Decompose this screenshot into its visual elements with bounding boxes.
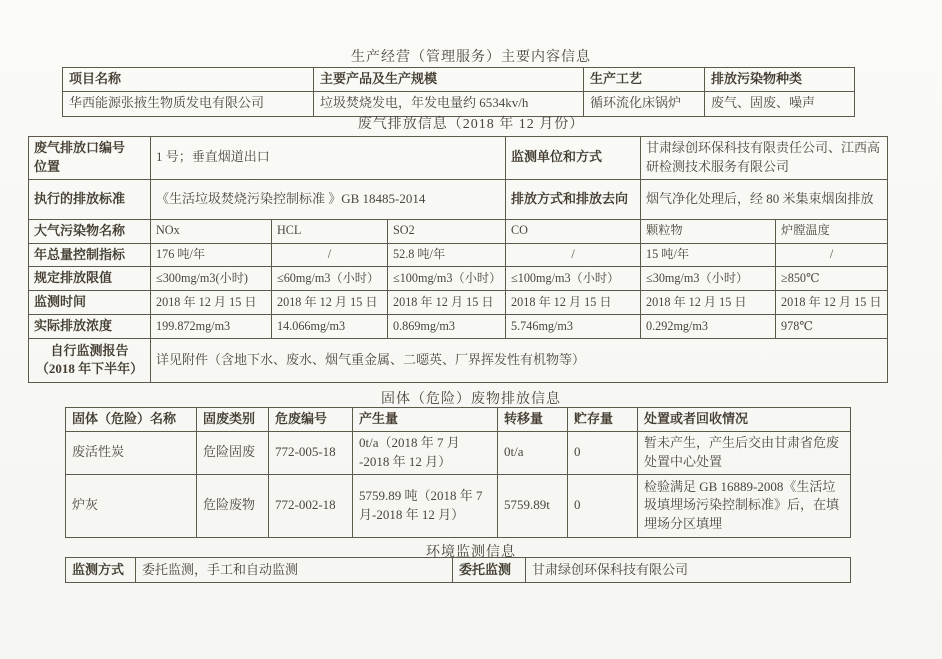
- annual-total-cell: /: [776, 243, 888, 267]
- header-waste-category: 固废类别: [197, 408, 269, 432]
- pollutant-name-cell: 炉膛温度: [776, 219, 888, 243]
- limit-cell: ≤100mg/m3（小时）: [506, 267, 641, 291]
- self-report-label-line2: （2018 年下半年）: [35, 361, 144, 377]
- standard-value-cell: 《生活垃圾焚烧污染控制标准 》GB 18485-2014: [151, 179, 506, 219]
- monitoring-method-value-cell: 委托监测，手工和自动监测: [136, 558, 453, 583]
- pollutant-name-row: [29, 219, 888, 243]
- discharge-mode-label: 排放方式和排放去向: [506, 179, 641, 219]
- self-report-label-line1: 自行监测报告: [50, 342, 129, 358]
- actual-label: 实际排放浓度: [29, 315, 151, 339]
- solid-waste-title: 固体（危险）废物排放信息: [381, 392, 561, 407]
- generated-amount-cell: 5759.89 吨（2018 年 7 月-2018 年 12 月）: [353, 474, 498, 537]
- table-row: [66, 431, 851, 474]
- project-name-cell: 华西能源张掖生物质发电有限公司: [63, 91, 314, 116]
- annual-total-cell: /: [272, 243, 388, 267]
- pollutant-name-cell: SO2: [388, 219, 506, 243]
- table-header-row: [66, 408, 851, 432]
- annual-total-cell: /: [506, 243, 641, 267]
- pollutant-name-cell: 颗粒物: [641, 219, 776, 243]
- header-waste-code: 危废编号: [269, 408, 353, 432]
- header-solid-name: 固体（危险）名称: [66, 408, 197, 432]
- disposal-cell: 暂未产生，产生后交由甘肃省危废处置中心处置: [638, 431, 851, 474]
- outlet-label: [29, 137, 151, 180]
- limit-cell: ≥850℃: [776, 267, 888, 291]
- header-stored-amount: 贮存量: [568, 408, 638, 432]
- entrusted-monitoring-value-cell: 甘肃绿创环保科技有限公司: [526, 558, 851, 583]
- generated-amount-cell: 0t/a（2018 年 7 月 -2018 年 12 月）: [353, 431, 498, 474]
- table-row: [66, 474, 851, 537]
- concentration-cell: 14.066mg/m3: [272, 315, 388, 339]
- monitoring-method-label: 监测方式: [66, 558, 136, 583]
- transferred-amount-cell: 0t/a: [498, 431, 568, 474]
- pollutant-name-cell: CO: [506, 219, 641, 243]
- entrusted-monitoring-label: 委托监测: [453, 558, 526, 583]
- standard-row: [29, 179, 888, 219]
- date-cell: 2018 年 12 月 15 日: [272, 291, 388, 315]
- annual-total-cell: 176 吨/年: [151, 243, 272, 267]
- disposal-cell: 检验满足 GB 16889-2008《生活垃圾填埋场污染控制标准》后，在填埋场分区填埋: [638, 474, 851, 537]
- concentration-cell: 199.872mg/m3: [151, 315, 272, 339]
- outlet-row: [29, 137, 888, 180]
- table-header-row: [63, 68, 855, 92]
- header-main-products: 主要产品及生产规模: [314, 68, 584, 92]
- actual-row: [29, 315, 888, 339]
- header-process: 生产工艺: [584, 68, 705, 92]
- limit-row: [29, 267, 888, 291]
- annual-total-label: 年总量控制指标: [29, 243, 151, 267]
- waste-gas-table: [28, 136, 888, 383]
- stored-amount-cell: 0: [568, 474, 638, 537]
- pollutant-name-label: 大气污染物名称: [29, 219, 151, 243]
- pollutant-name-cell: NOx: [151, 219, 272, 243]
- annual-total-row: [29, 243, 888, 267]
- standard-label: 执行的排放标准: [29, 179, 151, 219]
- pollutant-types-cell: 废气、固废、噪声: [705, 91, 855, 116]
- header-project-name: 项目名称: [63, 68, 314, 92]
- date-cell: 2018 年 12 月 15 日: [641, 291, 776, 315]
- header-generated-amount: 产生量: [353, 408, 498, 432]
- process-cell: 循环流化床锅炉: [584, 91, 705, 116]
- limit-cell: ≤300mg/m3(小时): [151, 267, 272, 291]
- date-label: 监测时间: [29, 291, 151, 315]
- env-monitoring-table: [65, 557, 851, 583]
- solid-name-cell: 炉灰: [66, 474, 197, 537]
- limit-cell: ≤100mg/m3（小时）: [388, 267, 506, 291]
- concentration-cell: 978℃: [776, 315, 888, 339]
- annual-total-cell: 15 吨/年: [641, 243, 776, 267]
- self-report-label: [29, 338, 151, 382]
- outlet-label-line2: 位置: [34, 158, 61, 174]
- waste-category-cell: 危险固废: [197, 431, 269, 474]
- self-report-value-cell: 详见附件（含地下水、废水、烟气重金属、二噁英、厂界挥发性有机物等）: [151, 338, 888, 382]
- table-row: [66, 558, 851, 583]
- solid-waste-table: [65, 407, 851, 538]
- annual-total-cell: 52.8 吨/年: [388, 243, 506, 267]
- header-disposal: 处置或者回收情况: [638, 408, 851, 432]
- outlet-value-cell: 1 号；垂直烟道出口: [151, 137, 506, 180]
- concentration-cell: 5.746mg/m3: [506, 315, 641, 339]
- main-products-cell: 垃圾焚烧发电，年发电量约 6534kv/h: [314, 91, 584, 116]
- waste-code-cell: 772-002-18: [269, 474, 353, 537]
- date-cell: 2018 年 12 月 15 日: [388, 291, 506, 315]
- outlet-label-line1: 废气排放口编号: [34, 140, 126, 155]
- monitor-unit-label: 监测单位和方式: [506, 137, 641, 180]
- concentration-cell: 0.292mg/m3: [641, 315, 776, 339]
- date-cell: 2018 年 12 月 15 日: [776, 291, 888, 315]
- limit-cell: ≤30mg/m3（小时）: [641, 267, 776, 291]
- main-title: 生产经营（管理服务）主要内容信息: [351, 50, 591, 65]
- self-report-row: [29, 338, 888, 382]
- concentration-cell: 0.869mg/m3: [388, 315, 506, 339]
- solid-name-cell: 废活性炭: [66, 431, 197, 474]
- env-monitoring-title: 环境监测信息: [426, 545, 516, 560]
- limit-label: 规定排放限值: [29, 267, 151, 291]
- limit-cell: ≤60mg/m3（小时）: [272, 267, 388, 291]
- header-transferred-amount: 转移量: [498, 408, 568, 432]
- date-cell: 2018 年 12 月 15 日: [151, 291, 272, 315]
- header-pollutant-types: 排放污染物种类: [705, 68, 855, 92]
- waste-code-cell: 772-005-18: [269, 431, 353, 474]
- date-cell: 2018 年 12 月 15 日: [506, 291, 641, 315]
- stored-amount-cell: 0: [568, 431, 638, 474]
- date-row: [29, 291, 888, 315]
- waste-gas-title: 废气排放信息（2018 年 12 月份）: [357, 117, 585, 132]
- monitor-unit-value-cell: 甘肃绿创环保科技有限责任公司、江西高研检测技术服务有限公司: [641, 137, 888, 180]
- discharge-mode-value-cell: 烟气净化处理后，经 80 米集束烟囱排放: [641, 179, 888, 219]
- waste-category-cell: 危险废物: [197, 474, 269, 537]
- pollutant-name-cell: HCL: [272, 219, 388, 243]
- production-info-table: [62, 67, 855, 117]
- transferred-amount-cell: 5759.89t: [498, 474, 568, 537]
